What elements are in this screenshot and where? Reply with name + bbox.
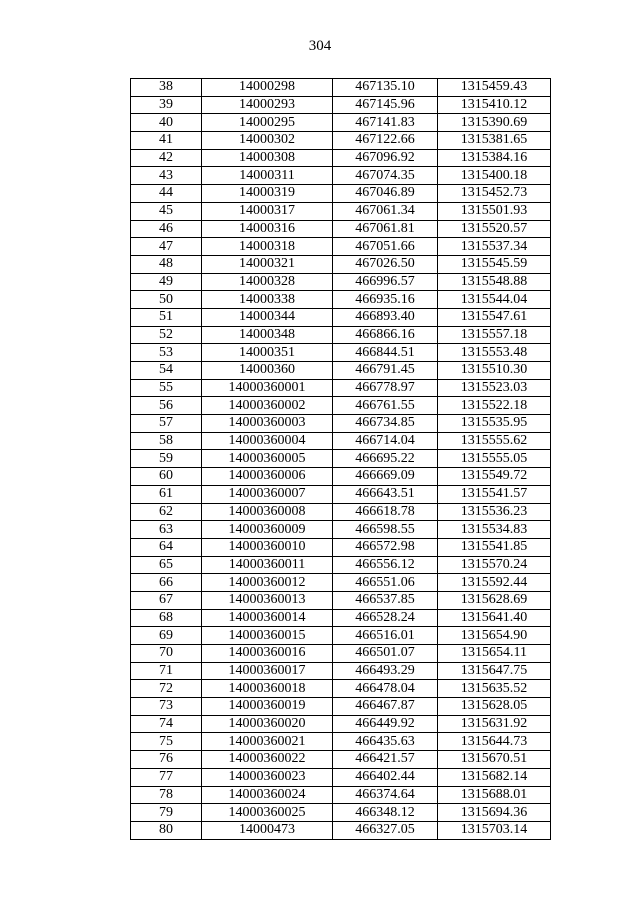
- y-coordinate-cell: 1315510.30: [438, 362, 551, 380]
- y-coordinate-cell: 1315541.57: [438, 485, 551, 503]
- x-coordinate-cell: 466327.05: [333, 821, 438, 839]
- y-coordinate-cell: 1315452.73: [438, 185, 551, 203]
- point-id-cell: 14000360020: [202, 715, 333, 733]
- y-coordinate-cell: 1315534.83: [438, 521, 551, 539]
- point-id-cell: 14000360007: [202, 485, 333, 503]
- table-row: [131, 662, 551, 680]
- table-row: [131, 415, 551, 433]
- table-row: [131, 202, 551, 220]
- y-coordinate-cell: 1315541.85: [438, 538, 551, 556]
- x-coordinate-cell: 466643.51: [333, 485, 438, 503]
- row-number-cell: 51: [131, 308, 202, 326]
- table-row: [131, 397, 551, 415]
- table-row: [131, 450, 551, 468]
- point-id-cell: 14000360008: [202, 503, 333, 521]
- table-row: [131, 751, 551, 769]
- point-id-cell: 14000351: [202, 344, 333, 362]
- y-coordinate-cell: 1315544.04: [438, 291, 551, 309]
- x-coordinate-cell: 466516.01: [333, 627, 438, 645]
- table-row: [131, 591, 551, 609]
- x-coordinate-cell: 467051.66: [333, 238, 438, 256]
- y-coordinate-cell: 1315557.18: [438, 326, 551, 344]
- y-coordinate-cell: 1315501.93: [438, 202, 551, 220]
- point-id-cell: 14000360001: [202, 379, 333, 397]
- table-row: [131, 768, 551, 786]
- x-coordinate-cell: 467074.35: [333, 167, 438, 185]
- table-row: [131, 821, 551, 839]
- point-id-cell: 14000360023: [202, 768, 333, 786]
- point-id-cell: 14000360013: [202, 591, 333, 609]
- y-coordinate-cell: 1315644.73: [438, 733, 551, 751]
- y-coordinate-cell: 1315523.03: [438, 379, 551, 397]
- row-number-cell: 62: [131, 503, 202, 521]
- x-coordinate-cell: 466893.40: [333, 308, 438, 326]
- x-coordinate-cell: 466493.29: [333, 662, 438, 680]
- y-coordinate-cell: 1315631.92: [438, 715, 551, 733]
- y-coordinate-cell: 1315654.90: [438, 627, 551, 645]
- point-id-cell: 14000318: [202, 238, 333, 256]
- table-row: [131, 291, 551, 309]
- x-coordinate-cell: 467145.96: [333, 96, 438, 114]
- row-number-cell: 67: [131, 591, 202, 609]
- table-row: [131, 255, 551, 273]
- row-number-cell: 42: [131, 149, 202, 167]
- table-row: [131, 786, 551, 804]
- x-coordinate-cell: 466791.45: [333, 362, 438, 380]
- y-coordinate-cell: 1315537.34: [438, 238, 551, 256]
- table-row: [131, 609, 551, 627]
- y-coordinate-cell: 1315647.75: [438, 662, 551, 680]
- y-coordinate-cell: 1315384.16: [438, 149, 551, 167]
- x-coordinate-cell: 466528.24: [333, 609, 438, 627]
- row-number-cell: 65: [131, 556, 202, 574]
- y-coordinate-cell: 1315555.62: [438, 432, 551, 450]
- x-coordinate-cell: 466572.98: [333, 538, 438, 556]
- row-number-cell: 66: [131, 574, 202, 592]
- point-id-cell: 14000360: [202, 362, 333, 380]
- point-id-cell: 14000473: [202, 821, 333, 839]
- x-coordinate-cell: 466695.22: [333, 450, 438, 468]
- y-coordinate-cell: 1315688.01: [438, 786, 551, 804]
- y-coordinate-cell: 1315635.52: [438, 680, 551, 698]
- point-id-cell: 14000360018: [202, 680, 333, 698]
- x-coordinate-cell: 467046.89: [333, 185, 438, 203]
- row-number-cell: 63: [131, 521, 202, 539]
- row-number-cell: 78: [131, 786, 202, 804]
- row-number-cell: 56: [131, 397, 202, 415]
- table-row: [131, 574, 551, 592]
- row-number-cell: 49: [131, 273, 202, 291]
- table-row: [131, 220, 551, 238]
- y-coordinate-cell: 1315628.05: [438, 698, 551, 716]
- row-number-cell: 69: [131, 627, 202, 645]
- point-id-cell: 14000360024: [202, 786, 333, 804]
- point-id-cell: 14000360005: [202, 450, 333, 468]
- x-coordinate-cell: 466551.06: [333, 574, 438, 592]
- x-coordinate-cell: 466996.57: [333, 273, 438, 291]
- x-coordinate-cell: 466421.57: [333, 751, 438, 769]
- y-coordinate-cell: 1315400.18: [438, 167, 551, 185]
- x-coordinate-cell: 466844.51: [333, 344, 438, 362]
- x-coordinate-cell: 466866.16: [333, 326, 438, 344]
- point-id-cell: 14000360017: [202, 662, 333, 680]
- x-coordinate-cell: 466598.55: [333, 521, 438, 539]
- point-id-cell: 14000319: [202, 185, 333, 203]
- y-coordinate-cell: 1315535.95: [438, 415, 551, 433]
- x-coordinate-cell: 466935.16: [333, 291, 438, 309]
- x-coordinate-cell: 466537.85: [333, 591, 438, 609]
- row-number-cell: 71: [131, 662, 202, 680]
- x-coordinate-cell: 467122.66: [333, 132, 438, 150]
- point-id-cell: 14000317: [202, 202, 333, 220]
- point-id-cell: 14000298: [202, 79, 333, 97]
- row-number-cell: 73: [131, 698, 202, 716]
- x-coordinate-cell: 466501.07: [333, 645, 438, 663]
- row-number-cell: 76: [131, 751, 202, 769]
- row-number-cell: 50: [131, 291, 202, 309]
- row-number-cell: 59: [131, 450, 202, 468]
- y-coordinate-cell: 1315545.59: [438, 255, 551, 273]
- table-row: [131, 96, 551, 114]
- y-coordinate-cell: 1315381.65: [438, 132, 551, 150]
- x-coordinate-cell: 467141.83: [333, 114, 438, 132]
- y-coordinate-cell: 1315553.48: [438, 344, 551, 362]
- table-row: [131, 432, 551, 450]
- row-number-cell: 77: [131, 768, 202, 786]
- point-id-cell: 14000360003: [202, 415, 333, 433]
- point-id-cell: 14000360019: [202, 698, 333, 716]
- x-coordinate-cell: 466449.92: [333, 715, 438, 733]
- y-coordinate-cell: 1315410.12: [438, 96, 551, 114]
- point-id-cell: 14000360025: [202, 804, 333, 822]
- y-coordinate-cell: 1315555.05: [438, 450, 551, 468]
- point-id-cell: 14000308: [202, 149, 333, 167]
- y-coordinate-cell: 1315522.18: [438, 397, 551, 415]
- table-row: [131, 344, 551, 362]
- page-number: 304: [308, 38, 332, 54]
- point-id-cell: 14000360021: [202, 733, 333, 751]
- x-coordinate-cell: 466714.04: [333, 432, 438, 450]
- x-coordinate-cell: 466435.63: [333, 733, 438, 751]
- row-number-cell: 68: [131, 609, 202, 627]
- x-coordinate-cell: 466669.09: [333, 468, 438, 486]
- y-coordinate-cell: 1315628.69: [438, 591, 551, 609]
- row-number-cell: 52: [131, 326, 202, 344]
- row-number-cell: 54: [131, 362, 202, 380]
- y-coordinate-cell: 1315548.88: [438, 273, 551, 291]
- table-row: [131, 79, 551, 97]
- point-id-cell: 14000360011: [202, 556, 333, 574]
- x-coordinate-cell: 466478.04: [333, 680, 438, 698]
- row-number-cell: 61: [131, 485, 202, 503]
- table-row: [131, 521, 551, 539]
- table-row: [131, 715, 551, 733]
- row-number-cell: 44: [131, 185, 202, 203]
- y-coordinate-cell: 1315536.23: [438, 503, 551, 521]
- row-number-cell: 39: [131, 96, 202, 114]
- row-number-cell: 58: [131, 432, 202, 450]
- table-row: [131, 698, 551, 716]
- point-id-cell: 14000338: [202, 291, 333, 309]
- point-id-cell: 14000360016: [202, 645, 333, 663]
- table-row: [131, 538, 551, 556]
- point-id-cell: 14000302: [202, 132, 333, 150]
- point-id-cell: 14000295: [202, 114, 333, 132]
- point-id-cell: 14000311: [202, 167, 333, 185]
- point-id-cell: 14000360015: [202, 627, 333, 645]
- x-coordinate-cell: 466556.12: [333, 556, 438, 574]
- row-number-cell: 38: [131, 79, 202, 97]
- y-coordinate-cell: 1315641.40: [438, 609, 551, 627]
- table-row: [131, 733, 551, 751]
- row-number-cell: 60: [131, 468, 202, 486]
- table-row: [131, 680, 551, 698]
- x-coordinate-cell: 466761.55: [333, 397, 438, 415]
- y-coordinate-cell: 1315592.44: [438, 574, 551, 592]
- y-coordinate-cell: 1315694.36: [438, 804, 551, 822]
- point-id-cell: 14000360004: [202, 432, 333, 450]
- point-id-cell: 14000360009: [202, 521, 333, 539]
- point-id-cell: 14000344: [202, 308, 333, 326]
- y-coordinate-cell: 1315682.14: [438, 768, 551, 786]
- point-id-cell: 14000360010: [202, 538, 333, 556]
- table-row: [131, 132, 551, 150]
- row-number-cell: 43: [131, 167, 202, 185]
- table-row: [131, 627, 551, 645]
- x-coordinate-cell: 466402.44: [333, 768, 438, 786]
- table-row: [131, 468, 551, 486]
- x-coordinate-cell: 466734.85: [333, 415, 438, 433]
- row-number-cell: 74: [131, 715, 202, 733]
- row-number-cell: 70: [131, 645, 202, 663]
- point-id-cell: 14000348: [202, 326, 333, 344]
- point-id-cell: 14000360006: [202, 468, 333, 486]
- row-number-cell: 75: [131, 733, 202, 751]
- table-row: [131, 273, 551, 291]
- row-number-cell: 55: [131, 379, 202, 397]
- table-row: [131, 114, 551, 132]
- point-id-cell: 14000360012: [202, 574, 333, 592]
- x-coordinate-cell: 466618.78: [333, 503, 438, 521]
- row-number-cell: 72: [131, 680, 202, 698]
- row-number-cell: 57: [131, 415, 202, 433]
- point-id-cell: 14000360022: [202, 751, 333, 769]
- x-coordinate-cell: 466778.97: [333, 379, 438, 397]
- table-body: [131, 79, 551, 840]
- x-coordinate-cell: 467061.81: [333, 220, 438, 238]
- table-row: [131, 308, 551, 326]
- table-row: [131, 804, 551, 822]
- x-coordinate-cell: 467061.34: [333, 202, 438, 220]
- x-coordinate-cell: 466374.64: [333, 786, 438, 804]
- table-row: [131, 556, 551, 574]
- point-id-cell: 14000316: [202, 220, 333, 238]
- row-number-cell: 40: [131, 114, 202, 132]
- point-id-cell: 14000360014: [202, 609, 333, 627]
- x-coordinate-cell: 467135.10: [333, 79, 438, 97]
- y-coordinate-cell: 1315520.57: [438, 220, 551, 238]
- y-coordinate-cell: 1315654.11: [438, 645, 551, 663]
- x-coordinate-cell: 467026.50: [333, 255, 438, 273]
- point-id-cell: 14000321: [202, 255, 333, 273]
- y-coordinate-cell: 1315459.43: [438, 79, 551, 97]
- table-row: [131, 149, 551, 167]
- table-row: [131, 238, 551, 256]
- x-coordinate-cell: 466467.87: [333, 698, 438, 716]
- y-coordinate-cell: 1315670.51: [438, 751, 551, 769]
- point-id-cell: 14000293: [202, 96, 333, 114]
- point-id-cell: 14000360002: [202, 397, 333, 415]
- x-coordinate-cell: 467096.92: [333, 149, 438, 167]
- x-coordinate-cell: 466348.12: [333, 804, 438, 822]
- table-row: [131, 362, 551, 380]
- row-number-cell: 53: [131, 344, 202, 362]
- row-number-cell: 47: [131, 238, 202, 256]
- row-number-cell: 79: [131, 804, 202, 822]
- row-number-cell: 64: [131, 538, 202, 556]
- y-coordinate-cell: 1315390.69: [438, 114, 551, 132]
- table-row: [131, 485, 551, 503]
- row-number-cell: 45: [131, 202, 202, 220]
- row-number-cell: 41: [131, 132, 202, 150]
- y-coordinate-cell: 1315547.61: [438, 308, 551, 326]
- point-id-cell: 14000328: [202, 273, 333, 291]
- row-number-cell: 48: [131, 255, 202, 273]
- table-row: [131, 379, 551, 397]
- row-number-cell: 46: [131, 220, 202, 238]
- table-row: [131, 185, 551, 203]
- coordinates-table: [130, 78, 551, 840]
- y-coordinate-cell: 1315703.14: [438, 821, 551, 839]
- y-coordinate-cell: 1315570.24: [438, 556, 551, 574]
- y-coordinate-cell: 1315549.72: [438, 468, 551, 486]
- table-row: [131, 645, 551, 663]
- table-row: [131, 326, 551, 344]
- row-number-cell: 80: [131, 821, 202, 839]
- table-row: [131, 503, 551, 521]
- table-row: [131, 167, 551, 185]
